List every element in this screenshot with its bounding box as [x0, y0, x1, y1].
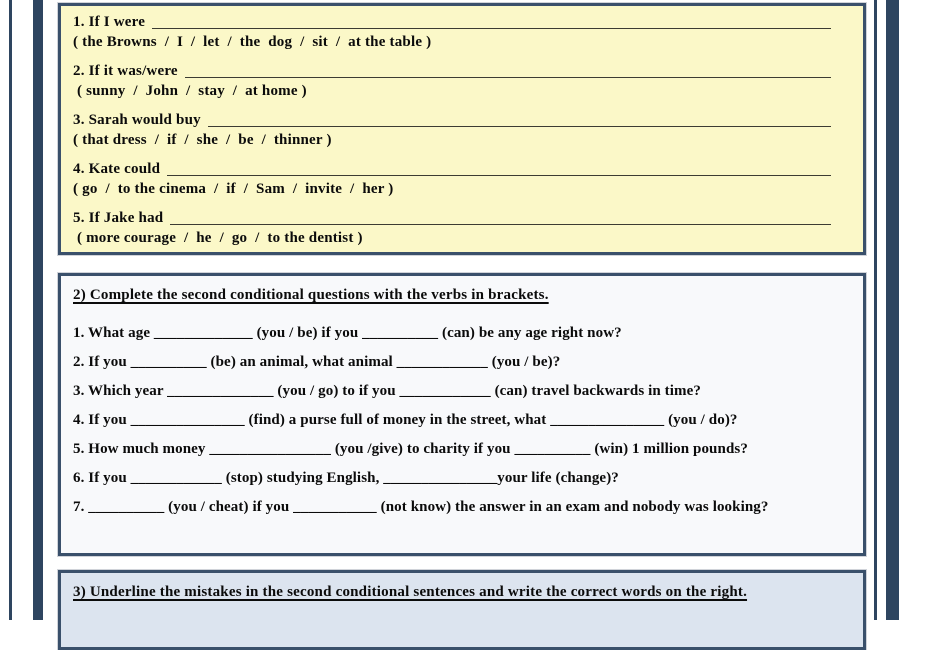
question-item-1: 1. What age _____________ (you / be) if you __________ (can) be any age right now? — [73, 325, 622, 341]
answer-blank-line — [167, 159, 831, 176]
word-bank: ( the Browns / I / let / the dog / sit / at the table ) — [73, 34, 432, 50]
sentence-stem: 5. If Jake had — [73, 210, 164, 226]
scramble-item-5 — [73, 208, 851, 248]
word-bank: ( that dress / if / she / be / thinner ) — [73, 132, 332, 148]
answer-blank-line — [208, 110, 831, 127]
scramble-item-2 — [73, 61, 851, 101]
sentence-stem: 2. If it was/were — [73, 63, 178, 79]
scramble-item-3 — [73, 110, 851, 150]
exercise2-heading: 2) Complete the second conditional questions with the verbs in brackets. — [73, 287, 549, 303]
question-item-3: 3. Which year ______________ (you / go) to if you ____________ (can) travel backwards in time? — [73, 383, 701, 399]
answer-blank-line — [152, 12, 831, 29]
sentence-stem: 3. Sarah would buy — [73, 112, 201, 128]
word-bank: ( more courage / he / go / to the dentist ) — [73, 230, 363, 246]
page-border-left-thick-line — [33, 0, 43, 620]
exercise1-box — [58, 3, 866, 255]
sentence-stem: 1. If I were — [73, 14, 146, 30]
question-item-4: 4. If you _______________ (find) a purse full of money in the street, what _______________ (you / do)? — [73, 412, 738, 428]
exercise3-box — [58, 570, 866, 650]
question-item-6: 6. If you ____________ (stop) studying English, _______________your life (change)? — [73, 470, 619, 486]
scramble-item-4 — [73, 159, 851, 199]
question-item-2: 2. If you __________ (be) an animal, what animal ____________ (you / be)? — [73, 354, 561, 370]
answer-blank-line — [185, 61, 831, 78]
word-bank: ( go / to the cinema / if / Sam / invite / her ) — [73, 181, 394, 197]
page-border-left-thin-line — [9, 0, 12, 620]
scramble-item-1 — [73, 12, 851, 52]
answer-blank-line — [170, 208, 831, 225]
word-bank: ( sunny / John / stay / at home ) — [73, 83, 307, 99]
exercise2-box — [58, 273, 866, 556]
question-item-5: 5. How much money ________________ (you /give) to charity if you __________ (win) 1 million pounds? — [73, 441, 748, 457]
question-item-7: 7. __________ (you / cheat) if you ___________ (not know) the answer in an exam and nobody was looking? — [73, 499, 769, 515]
page-border-right-thin-line — [874, 0, 877, 620]
exercise3-heading: 3) Underline the mistakes in the second conditional sentences and write the correct words on the right. — [73, 584, 748, 600]
page-border-right-thick-line — [886, 0, 899, 620]
sentence-stem: 4. Kate could — [73, 161, 161, 177]
